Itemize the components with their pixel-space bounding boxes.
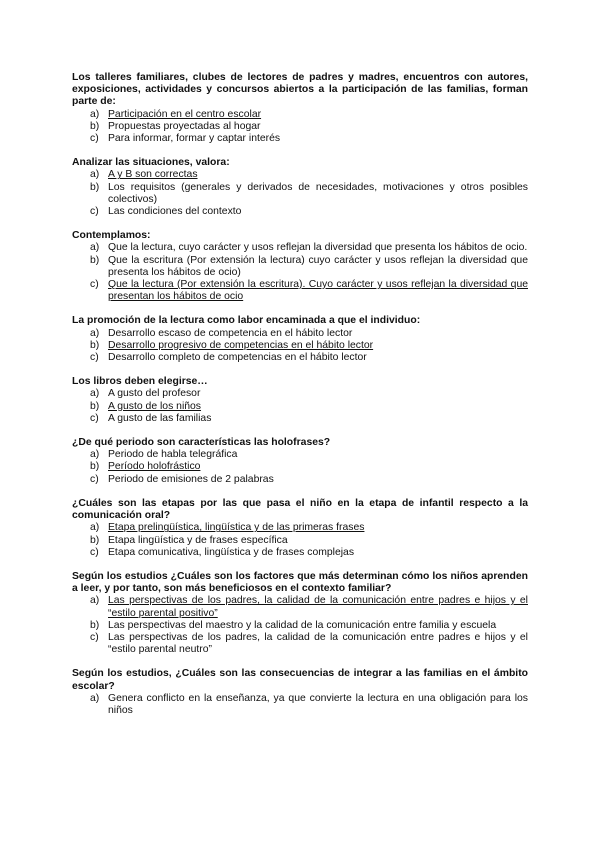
option (72, 535, 528, 547)
option-letter: b) (90, 254, 100, 266)
question (72, 437, 528, 486)
option-letter: b) (90, 339, 100, 351)
option-text: Periodo de habla telegráfica (108, 449, 238, 461)
question (72, 571, 528, 656)
option-text: Que la lectura, cuyo carácter y usos reflejan la diversidad que presenta los hábitos de ocio. (108, 242, 528, 254)
option-letter: b) (90, 400, 100, 412)
option-text: Las perspectivas del maestro y la calidad de la comunicación entre familia y escuela (108, 619, 497, 631)
question-text: Según los estudios ¿Cuáles son los factores que más determinan cómo los niños aprenden a leer, y por tanto, son más beneficiosos en el contexto familiar? (72, 570, 528, 595)
option-text: A gusto de las familias (108, 412, 212, 424)
option-text: A gusto del profesor (108, 388, 201, 400)
option (72, 449, 528, 461)
option-text-correct: Período holofrástico (108, 461, 201, 473)
option (72, 632, 528, 656)
option-text: Para informar, formar y captar interés (108, 133, 281, 145)
question (72, 315, 528, 364)
question (72, 376, 528, 425)
option-list (72, 242, 528, 303)
option-letter: b) (90, 461, 100, 473)
option-text-correct: A gusto de los niños (108, 400, 202, 412)
option (72, 352, 528, 364)
option-text: Las condiciones del contexto (108, 206, 242, 218)
option (72, 693, 528, 717)
option-list (72, 449, 528, 486)
question-text: Según los estudios, ¿Cuáles son las consecuencias de integrar a las familias en el ámbito escolar? (72, 668, 528, 692)
option-letter: a) (90, 388, 100, 400)
option-letter: a) (90, 449, 100, 461)
option-text-correct: Que la lectura (Por extensión la escritura). Cuyo carácter y usos reflejan la diversidad que presentan los hábitos de ocio (108, 279, 528, 303)
option-list (72, 169, 528, 218)
option-text: Los requisitos (generales y derivados de necesidades, motivaciones y otros posibles colectivos) (108, 181, 528, 205)
option-text: Periodo de emisiones de 2 palabras (108, 473, 274, 485)
option-text-correct: A y B son correctas (108, 169, 198, 181)
option-text: Propuestas proyectadas al hogar (108, 120, 261, 132)
option-text-correct: Desarrollo progresivo de competencias en el hábito lector (108, 339, 374, 351)
option (72, 474, 528, 486)
option-text-correct: Las perspectivas de los padres, la calidad de la comunicación entre padres e hijos y el “estilo parental positivo” (108, 595, 528, 619)
option-letter: b) (90, 534, 100, 546)
question (72, 498, 528, 559)
option-letter: b) (90, 619, 100, 631)
option-letter: c) (90, 473, 99, 485)
question-text: Los talleres familiares, clubes de lectores de padres y madres, encuentros con autores, exposiciones, actividades y concursos abiertos a la participación de las familias, forman parte de: (72, 72, 528, 108)
option (72, 413, 528, 425)
option-letter: a) (90, 169, 100, 181)
option-letter: c) (90, 352, 99, 364)
option-text: Las perspectivas de los padres, la calidad de la comunicación entre padres e hijos y el “estilo parental neutro” (108, 631, 528, 656)
question-text: Los libros deben elegirse… (72, 376, 208, 388)
option-letter: c) (90, 546, 99, 558)
option-text: Etapa lingüística y de frases específica (108, 534, 288, 546)
option (72, 388, 528, 400)
option (72, 255, 528, 279)
question-text: La promoción de la lectura como labor encaminada a que el individuo: (72, 315, 421, 327)
option-text: Etapa comunicativa, lingüística y de frases complejas (108, 546, 355, 558)
option (72, 522, 528, 534)
question-text: ¿Cuáles son las etapas por las que pasa el niño en la etapa de infantil respecto a la comunicación oral? (72, 497, 528, 522)
option-text: Genera conflicto en la enseñanza, ya que convierte la lectura en una obligación para los niños (108, 692, 528, 716)
option (72, 595, 528, 619)
option-list (72, 109, 528, 146)
option-letter: b) (90, 120, 100, 132)
option-text: Desarrollo completo de competencias en el hábito lector (108, 352, 367, 364)
option-letter: a) (90, 692, 100, 704)
option (72, 401, 528, 413)
option-letter: a) (90, 595, 100, 607)
option (72, 109, 528, 121)
question-text: ¿De qué periodo son características las holofrases? (72, 437, 331, 449)
option-text: Desarrollo escaso de competencia en el hábito lector (108, 327, 353, 339)
question (72, 230, 528, 303)
option-text-correct: Participación en el centro escolar (108, 108, 262, 120)
option-letter: c) (90, 206, 99, 218)
option-letter: a) (90, 108, 100, 120)
option (72, 182, 528, 206)
option-letter: c) (90, 133, 99, 145)
option-list (72, 693, 528, 717)
question-text: Contemplamos: (72, 230, 151, 242)
option (72, 328, 528, 340)
question (72, 157, 528, 218)
option-list (72, 522, 528, 559)
option (72, 169, 528, 181)
option (72, 340, 528, 352)
option (72, 620, 528, 632)
option-letter: c) (90, 279, 99, 291)
question-text: Analizar las situaciones, valora: (72, 157, 230, 169)
option-letter: a) (90, 242, 100, 254)
option-text-correct: Etapa prelingüística, lingüística y de las primeras frases (108, 522, 365, 534)
option (72, 547, 528, 559)
question (72, 72, 528, 145)
option-letter: a) (90, 327, 100, 339)
option-text: Que la escritura (Por extensión la lectura) cuyo carácter y usos reflejan la diversidad que presenta los hábitos de ocio) (108, 254, 528, 278)
option (72, 242, 528, 254)
option-list (72, 388, 528, 425)
quiz-page (72, 72, 528, 729)
option-letter: a) (90, 522, 100, 534)
option-letter: b) (90, 181, 100, 193)
option (72, 279, 528, 303)
option (72, 121, 528, 133)
option (72, 206, 528, 218)
option (72, 461, 528, 473)
option-letter: c) (90, 412, 99, 424)
option (72, 133, 528, 145)
option-letter: c) (90, 631, 99, 643)
option-list (72, 328, 528, 365)
question (72, 668, 528, 717)
option-list (72, 595, 528, 656)
